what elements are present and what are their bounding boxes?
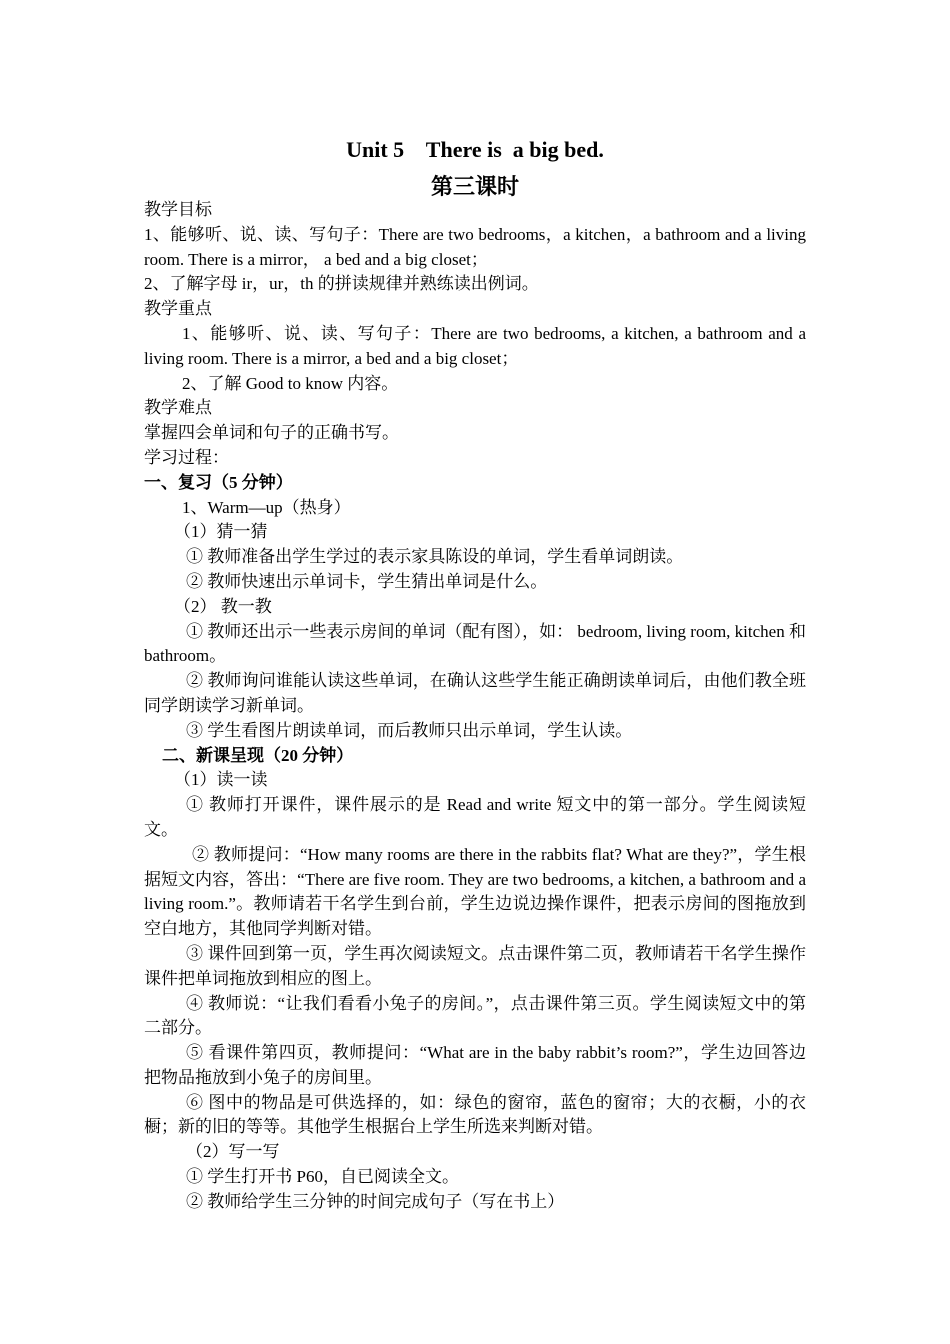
section-heading: 教学目标: [144, 200, 212, 219]
paragraph: （2）写一写: [186, 1142, 280, 1162]
part-heading: 一、复习（5 分钟）: [144, 472, 293, 492]
paragraph: 掌握四会单词和句子的正确书写。: [144, 423, 399, 443]
paragraph: 1、Warm—up（热身）: [182, 497, 351, 517]
section-heading: 教学重点: [144, 299, 212, 319]
list-item: ② 教师询问谁能认读这些单词，在确认这些学生能正确朗读单词后，由他们教全班同学朗读学习新单词。: [144, 671, 806, 715]
document-title: Unit 5 There is a big bed.: [346, 137, 604, 162]
paragraph: 2、了解 Good to know 内容。: [182, 373, 399, 393]
paragraph: （1）猜一猜: [174, 522, 268, 542]
list-item: ③ 学生看图片朗读单词，而后教师只出示单词，学生认读。: [186, 720, 633, 740]
lesson-subtitle: 第三课时: [430, 174, 519, 199]
list-item: ③ 课件回到第一页，学生再次阅读短文。点击课件第二页，教师请若干名学生操作课件把单词拖放到相应的图上。: [144, 943, 806, 988]
paragraph: 1、能够听、说、读、写句子：There are two bedrooms, a kitchen, a bathroom and a living room. There is a mirror, a bed and a big closet；: [144, 323, 806, 368]
part-heading: 二、新课呈现（20 分钟）: [162, 745, 354, 765]
section-heading: 教学难点: [144, 398, 212, 418]
list-item: ② 教师提问：“How many rooms are there in the rabbits flat? What are they?”，学生根据短文内容，答出：“There are five room. They are two bedrooms, a kitchen, a bathroom and a living room.”。教师请若干名学生到台前，学生边说边操作课件，把表示房间的图拖放到空白地方，其他同学判断对错。: [144, 844, 806, 939]
list-item: ① 学生打开书 P60，自已阅读全文。: [186, 1167, 459, 1187]
list-item: ① 教师还出示一些表示房间的单词（配有图），如： bedroom, living room, kitchen 和 bathroom。: [144, 621, 806, 666]
section-heading: 学习过程：: [144, 447, 229, 467]
list-item: ⑤ 看课件第四页，教师提问：“What are in the baby rabbit’s room?”，学生边回答边把物品拖放到小兔子的房间里。: [144, 1043, 806, 1087]
paragraph: 1、能够听、说、读、写句子：There are two bedrooms，a kitchen，a bathroom and a living room. There is a mirror， a bed and a big closet；: [144, 224, 806, 269]
document-body: [144, 198, 806, 1215]
list-item: ① 教师准备出学生学过的表示家具陈设的单词，学生看单词朗读。: [186, 547, 684, 567]
paragraph: 2、了解字母 ir，ur，th 的拼读规律并熟练读出例词。: [144, 274, 539, 294]
list-item: ① 教师打开课件，课件展示的是 Read and write 短文中的第一部分。学生阅读短文。: [144, 795, 806, 839]
list-item: ④ 教师说：“让我们看看小兔子的房间。”，点击课件第三页。学生阅读短文中的第二部分。: [144, 993, 806, 1038]
paragraph: （1）读一读: [174, 770, 268, 790]
list-item: ⑥ 图中的物品是可供选择的，如：绿色的窗帘，蓝色的窗帘；大的衣橱，小的衣橱；新的旧的等等。其他学生根据台上学生所选来判断对错。: [144, 1092, 806, 1137]
list-item: ② 教师给学生三分钟的时间完成句子（写在书上）: [186, 1191, 565, 1211]
paragraph: （2） 教一教: [174, 596, 272, 616]
list-item: ② 教师快速出示单词卡，学生猜出单词是什么。: [186, 571, 548, 591]
